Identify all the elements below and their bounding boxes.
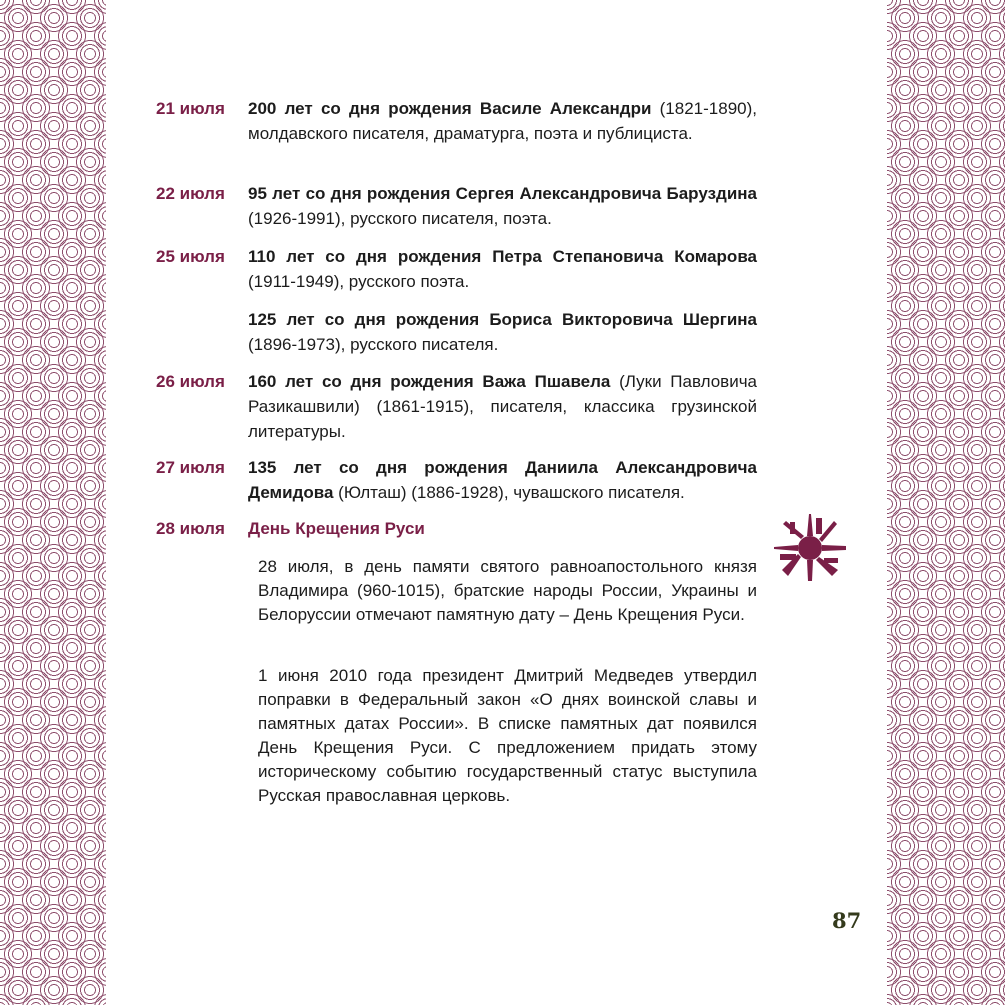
entry-date: 27 июля: [156, 458, 225, 477]
entry-date: 26 июля: [156, 372, 225, 391]
entry-text: [248, 307, 757, 357]
entry-details: (1926-1991), русского писателя, поэта.: [248, 209, 552, 228]
entry-text: [248, 96, 757, 146]
entry-details: (Луки Павловича Разикашвили) (1861-1915), писателя, классика грузинской литературы.: [248, 372, 758, 441]
entry-headline: 95 лет со дня рождения Сергея Александровича Баруздина: [248, 184, 757, 203]
entry-headline: 160 лет со дня рождения Важа Пшавела: [248, 372, 611, 391]
entry-text: [248, 455, 757, 505]
emblem-icon: [772, 512, 848, 584]
feast-paragraph: 1 июня 2010 года президент Дмитрий Медведев утвердил поправки в Федеральный закон «О днях воинской славы и памятных датах России». В списке памятных дат появился День Крещения Руси. С предложением придать этому историческому событию государственный статус выступила Русская православная церковь.: [258, 666, 757, 805]
entry-text: [248, 181, 757, 231]
entry-date: 25 июля: [156, 247, 225, 266]
entry-headline: 200 лет со дня рождения Василе Александри: [248, 99, 652, 118]
entry-date: 22 июля: [156, 184, 225, 203]
entry-details: (Юлташ) (1886-1928), чувашского писателя.: [333, 483, 685, 502]
feast-title: День Крещения Руси: [248, 519, 425, 538]
entry-text: [248, 369, 757, 444]
entry-details: (1911-1949), русского поэта.: [248, 272, 470, 291]
entry-date: 21 июля: [156, 99, 225, 118]
ornament-border-right: [887, 0, 1005, 1005]
entry-headline: 125 лет со дня рождения Бориса Викторовича Шергина: [248, 310, 757, 329]
entry-details: (1896-1973), русского писателя.: [248, 335, 499, 354]
feast-paragraph: 28 июля, в день памяти святого равноапостольного князя Владимира (960-1015), братские народы России, Украины и Белоруссии отмечают памятную дату – День Крещения Руси.: [258, 557, 757, 624]
entry-text: [248, 244, 757, 294]
entry-headline: 110 лет со дня рождения Петра Степановича Комарова: [248, 247, 757, 266]
ornament-border-left: [0, 0, 106, 1005]
feast-date: 28 июля: [156, 519, 225, 538]
entry-headline: 135 лет со дня рождения Даниила Александровича Демидова: [248, 458, 757, 502]
entry-details: (1821-1890), молдавского писателя, драматурга, поэта и публициста.: [248, 99, 757, 143]
page-number: 87: [832, 908, 862, 933]
